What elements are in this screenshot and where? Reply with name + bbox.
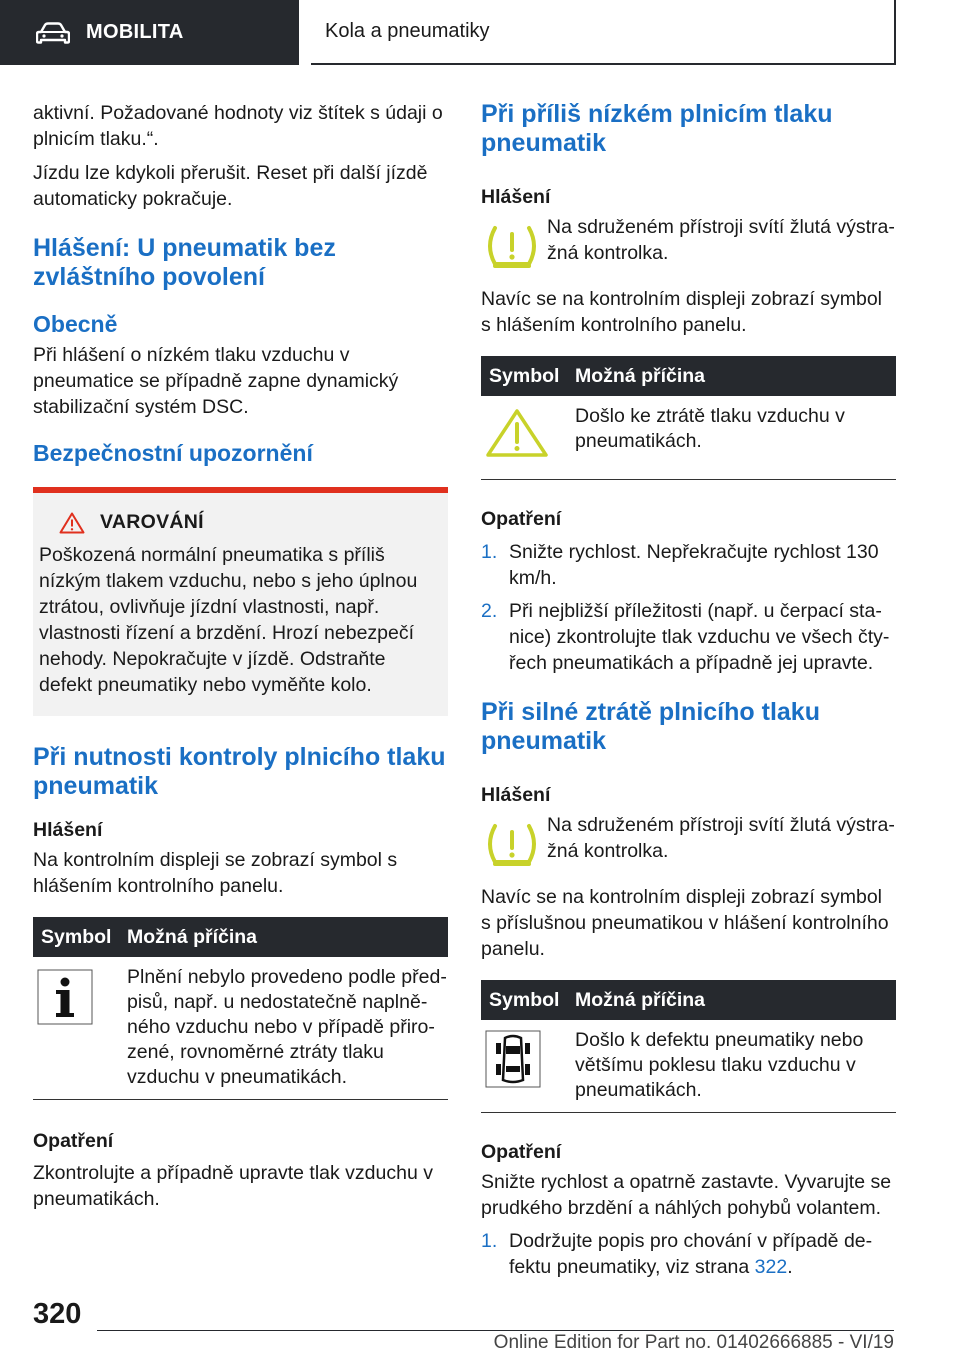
footer-edition: Online Edition for Part no. 01402666885 - VI/19: [493, 1332, 894, 1353]
warning-box: [33, 487, 448, 716]
action-heading: Opatření: [33, 1130, 114, 1152]
symbol-table: [33, 917, 448, 1100]
section-heading: Při příliš nízkém plnicím tlaku pneumatik: [481, 100, 833, 157]
table-row: [481, 396, 896, 480]
paragraph: Navíc se na kontrolním displeji zobrazí symbol s příslušnou pneumatikou v hlášení kontrolního panelu.: [481, 886, 889, 960]
header-section-label: MOBILITA: [86, 21, 184, 43]
paragraph: Snižte rychlost a opatrně zastavte. Vyvarujte se prudkého brzdění a náhlých pohybů volantem.: [481, 1171, 892, 1219]
action-heading: Opatření: [481, 508, 562, 530]
tyre-pressure-lamp-icon: [481, 222, 543, 270]
header-section-tab[interactable]: [0, 0, 299, 65]
indicator-text: Na sdruženém přístroji svítí žlutá výstražná kontrolka.: [547, 216, 895, 264]
table-row: [33, 957, 448, 1100]
table-cell-cause: Došlo ke ztrátě tlaku vzduchu v pneumatikách.: [567, 396, 896, 480]
list-item: 1. Snižte rychlost. Nepřekračujte rychlost 130 km/h.: [481, 541, 879, 589]
table-header-cause: Možná příčina: [119, 917, 448, 957]
page-link[interactable]: 322: [754, 1256, 788, 1278]
steps-list: [481, 1228, 896, 1280]
table-header-symbol: Symbol: [33, 917, 119, 957]
section-heading: Hlášení: U pneumatik bez zvláštního povolení: [33, 234, 336, 291]
paragraph: Při hlášení o nízkém tlaku vzduchu v pneumatice se případně zapne dynamický stabilizační systém DSC.: [33, 344, 399, 418]
tyre-pressure-lamp-icon: [481, 820, 543, 868]
symbol-table: [481, 356, 896, 480]
left-column: [33, 100, 448, 1212]
table-row: [481, 1020, 896, 1113]
action-heading: Opatření: [481, 1141, 562, 1163]
subsection-heading: Bezpečnostní upozornění: [33, 440, 313, 466]
section-heading: Při silné ztrátě plnicího tlaku pneumatik: [481, 698, 820, 755]
right-column: [481, 100, 896, 1280]
indicator-row: [481, 214, 896, 270]
notice-heading: Hlášení: [481, 784, 551, 806]
table-cell-cause: Plnění nebylo provedeno podle předpisů, např. u nedostatečně naplněného vzduchu nebo v případě přirozené, rovnoměrné ztráty tlaku vzduchu v pneumatikách.: [119, 957, 448, 1100]
paragraph: Navíc se na kontrolním displeji zobrazí symbol s hlášením kontrolního panelu.: [481, 288, 882, 336]
table-header-symbol: Symbol: [481, 980, 567, 1020]
paragraph: Zkontrolujte a případně upravte tlak vzduchu v pneumatikách.: [33, 1162, 433, 1210]
indicator-row: [481, 812, 896, 868]
notice-heading: Hlášení: [481, 186, 551, 208]
notice-heading: Hlášení: [33, 819, 103, 841]
warning-triangle-icon: [59, 512, 85, 534]
list-item: 1. Dodržujte popis pro chování v případě defektu pneumatiky, viz strana 322.: [481, 1230, 873, 1278]
section-heading: Při nutnosti kontroly plnicího tlaku pneumatik: [33, 743, 446, 800]
table-cell-cause: Došlo k defektu pneumatiky nebo většímu poklesu tlaku vzduchu v pneumatikách.: [567, 1020, 896, 1113]
symbol-table: [481, 980, 896, 1113]
header-subsection-tab[interactable]: [311, 0, 896, 65]
subsection-heading: Obecně: [33, 311, 118, 337]
steps-list: [481, 539, 896, 676]
paragraph: Na kontrolním displeji se zobrazí symbol s hlášením kontrolního panelu.: [33, 849, 398, 897]
car-tyre-defect-icon: [485, 1030, 541, 1088]
table-header-cause: Možná příčina: [567, 356, 896, 396]
paragraph: Jízdu lze kdykoli přerušit. Reset při další jízdě automaticky pokračuje.: [33, 162, 428, 210]
car-icon: [36, 22, 70, 44]
paragraph: aktivní. Požadované hodnoty viz štítek s údaji o plnicím tlaku.“.: [33, 102, 443, 150]
table-header-cause: Možná příčina: [567, 980, 896, 1020]
warning-title: VAROVÁNÍ: [100, 511, 204, 533]
list-item: 2. Při nejbližší příležitosti (např. u čerpací stanice) zkontrolujte tlak vzduchu ve všech čtyřech pneumatikách a případně jej upravte.: [481, 600, 890, 674]
indicator-text: Na sdruženém přístroji svítí žlutá výstražná kontrolka.: [547, 814, 895, 862]
footer-divider: [97, 1330, 894, 1331]
warning-triangle-icon: [485, 408, 549, 458]
warning-text: Poškozená normální pneumatika s příliš nízkým tlakem vzduchu, nebo s jeho úplnou ztrátou, ovlivňuje jízdní vlastnosti, např. vlastnosti řízení a brzdění. Hrozí nebezpečí nehody. Nepokračujte v jízdě. Odstraňte defekt pneumatiky nebo vyměňte kolo.: [39, 544, 418, 696]
table-header-symbol: Symbol: [481, 356, 567, 396]
page-number: 320: [33, 1298, 82, 1330]
header-subsection-label: Kola a pneumatiky: [325, 20, 490, 42]
info-icon: [37, 969, 93, 1025]
